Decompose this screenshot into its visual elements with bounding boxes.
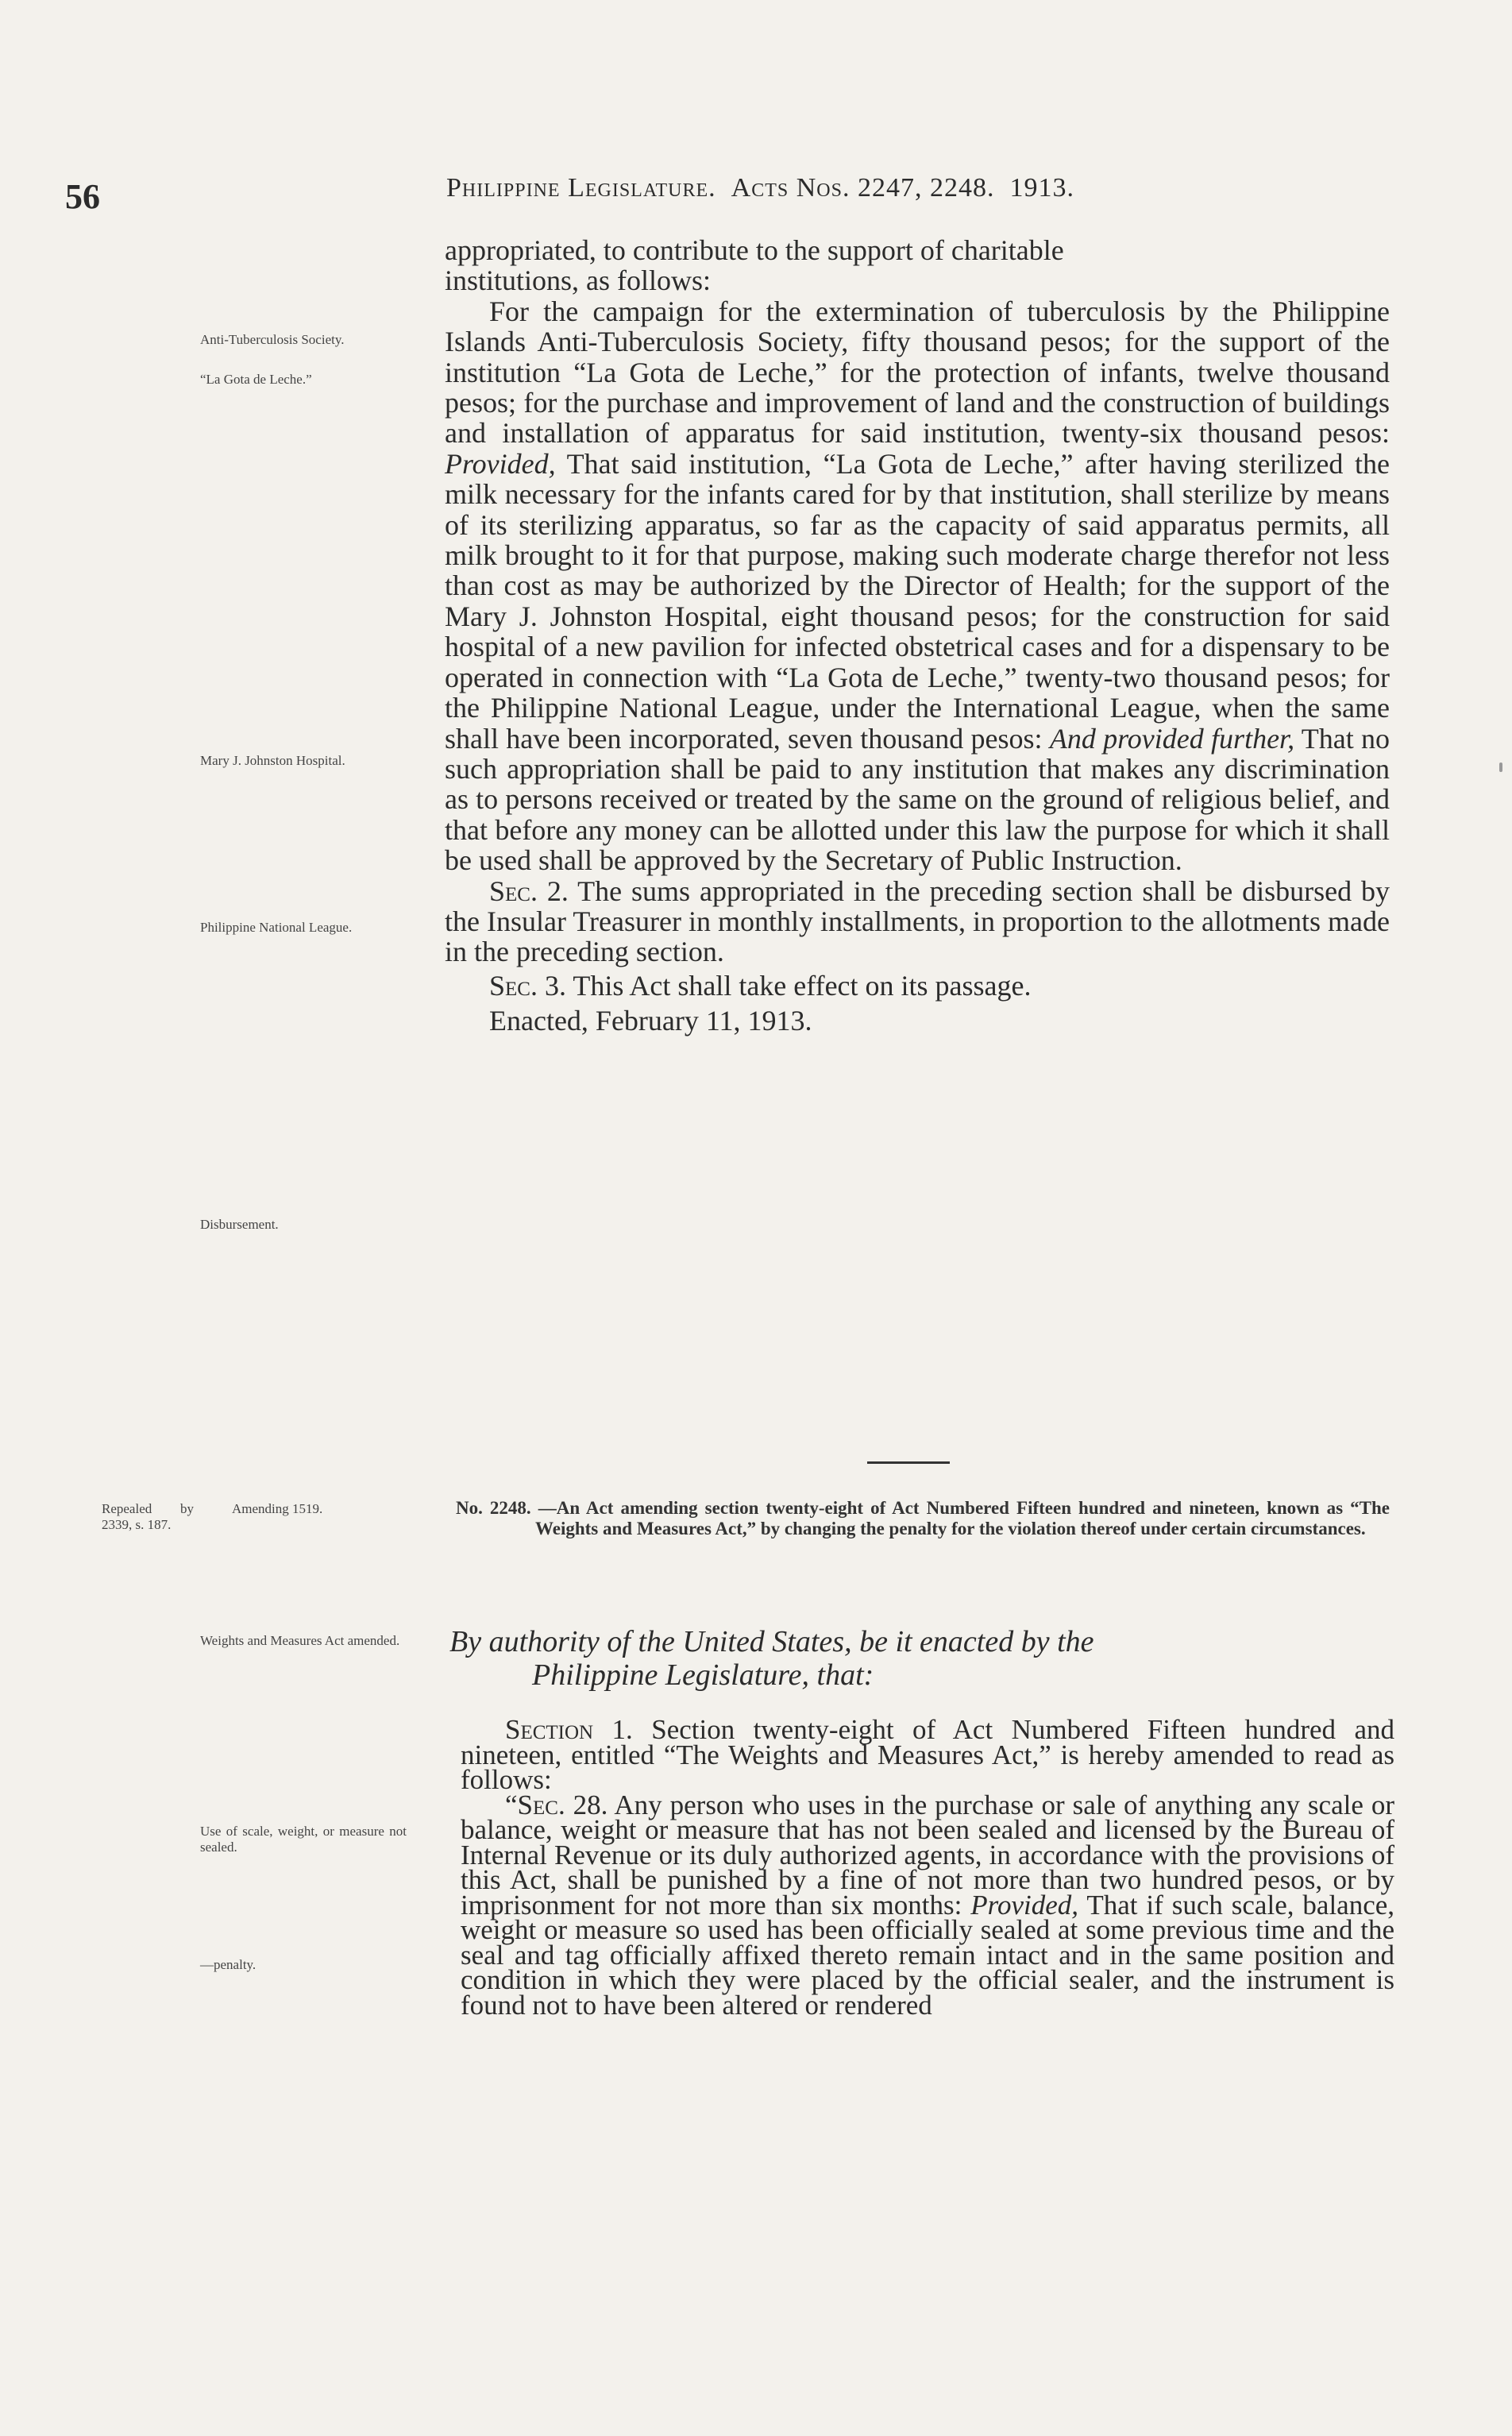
margin-note-use-of-scale: Use of scale, weight, or measure not sealed. [200,1824,407,1855]
enacting-line-2: Philippine Legislature, that: [532,1658,874,1692]
provided-italic: Provided, [445,447,556,480]
margin-note-philippine-league: Philippine National League. [200,920,353,935]
scan-speck [1499,762,1502,772]
running-title: Philippine Legislature. [446,173,716,203]
page-number: 56 [65,177,100,216]
enacting-clause [449,1625,1391,1692]
section-divider [867,1461,950,1464]
enacting-line-1: By authority of the United States, be it enacted by the [449,1625,1094,1658]
margin-note-amending: Amending 1519. [232,1501,323,1516]
margin-note-weights-measures: Weights and Measures Act amended. [200,1633,400,1648]
section-28 [461,1789,1395,2021]
line-appropriated: appropriated, to contribute to the support of charitable [445,234,1064,266]
section-2 [445,876,1390,967]
act-2248-title [456,1498,1390,1539]
section-1 [461,1714,1395,1795]
margin-note-penalty: —penalty. [200,1957,256,1972]
act-2248-text [461,1714,1395,2021]
provided-further-italic: And provided further, [1049,722,1295,755]
sec28-pre: Any person who uses in the purchase or sale of anything any scale or balance, weight or measure that has not been sealed and licensed by the Bureau of Internal Revenue or its duly authorized agents, in accordance with the provisions of this Act, shall be punished by a fine of not more than two hundred pesos, or by imprisonment for not more than six months: [461,1789,1394,1921]
sec28-post: That if such scale, balance, weight or measure so used has been officially sealed at some previous time and the seal and tag officially affixed thereto remain intact and in the same position and condition in which they were placed by the official sealer, and the instrument is found not to have been altered or rendered [461,1889,1395,2021]
para-end: That no such appropriation shall be paid to any institution that makes any discrimination as to persons received or treated by the same on the ground of religious belief, and that before any money can be allotted under this law the purpose for which it shall be used shall be approved by the Secretary of Public Instruction. [445,722,1390,877]
sec1-label: Section 1. [505,1714,633,1745]
running-header [446,173,1074,203]
sec28-provided: Provided, [970,1889,1079,1921]
sec2-text: The sums appropriated in the preceding section shall be disbursed by the Insular Treasurer in monthly installments, in proportion to the allotments made in the preceding section. [445,874,1390,968]
sec3-text: This Act shall take effect on its passage. [573,969,1032,1002]
section-3 [445,971,1390,1001]
line-institutions: institutions, as follows: [445,264,712,297]
running-acts: Acts Nos. 2247, 2248. [731,173,995,203]
sec2-label: Sec. 2. [489,874,569,907]
margin-note-repealed: Repealed by 2339, s. 187. [102,1501,194,1532]
paragraph-appropriations [445,296,1390,876]
sec28-label: “Sec. 28. [505,1789,608,1820]
para-post: That said institution, “La Gota de Leche,” after having sterilized the milk necessary for the infants cared for by that institution, shall sterilize by means of its sterilizing apparatus, so far as the capacity of said apparatus permits, all milk brought to it for that purpose, making such moderate charge therefor not less than cost as may be authorized by the Director of Health; for the support of the Mary J. Johnston Hospital, eight thousand pesos; for the construction for said hospital of a new pavilion for infected obstetrical cases and for a dispensary to be operated in connection with “La Gota de Leche,” twenty-two thousand pesos; for the Philippine National League, under the International League, when the same shall have been incorporated, seven thousand pesos: [445,447,1390,755]
margin-note-mary-johnston: Mary J. Johnston Hospital. [200,753,345,768]
sec1-text: Section twenty-eight of Act Numbered Fifteen hundred and nineteen, entitled “The Weights and Measures Act,” is hereby amended to read as follows: [461,1714,1395,1795]
margin-note-la-gota: “La Gota de Leche.” [200,372,312,387]
act-2248-summary [456,1498,1390,1539]
act-summary-text: —An Act amending section twenty-eight of Act Numbered Fifteen hundred and nineteen, known as “The Weights and Measures Act,” by changing the penalty for the violation thereof under certain circumstances. [535,1498,1390,1538]
act-2247-text [445,235,1390,1037]
margin-note-anti-tuberculosis: Anti-Tuberculosis Society. [200,332,345,347]
enacted-date: Enacted, February 11, 1913. [489,1005,812,1037]
sec3-label: Sec. 3. [489,969,566,1002]
margin-note-disbursement: Disbursement. [200,1217,279,1232]
running-year: 1913. [1009,173,1074,203]
act-number: No. 2248. [456,1498,531,1518]
para-pre: For the campaign for the extermination of tuberculosis by the Philippine Islands Anti-Tuberculosis Society, fifty thousand pesos; for the support of the institution “La Gota de Leche,” for the protection of infants, twelve thousand pesos; for the purchase and improvement of land and the construction of buildings and installation of apparatus for said institution, twenty-six thousand pesos: [445,295,1390,450]
